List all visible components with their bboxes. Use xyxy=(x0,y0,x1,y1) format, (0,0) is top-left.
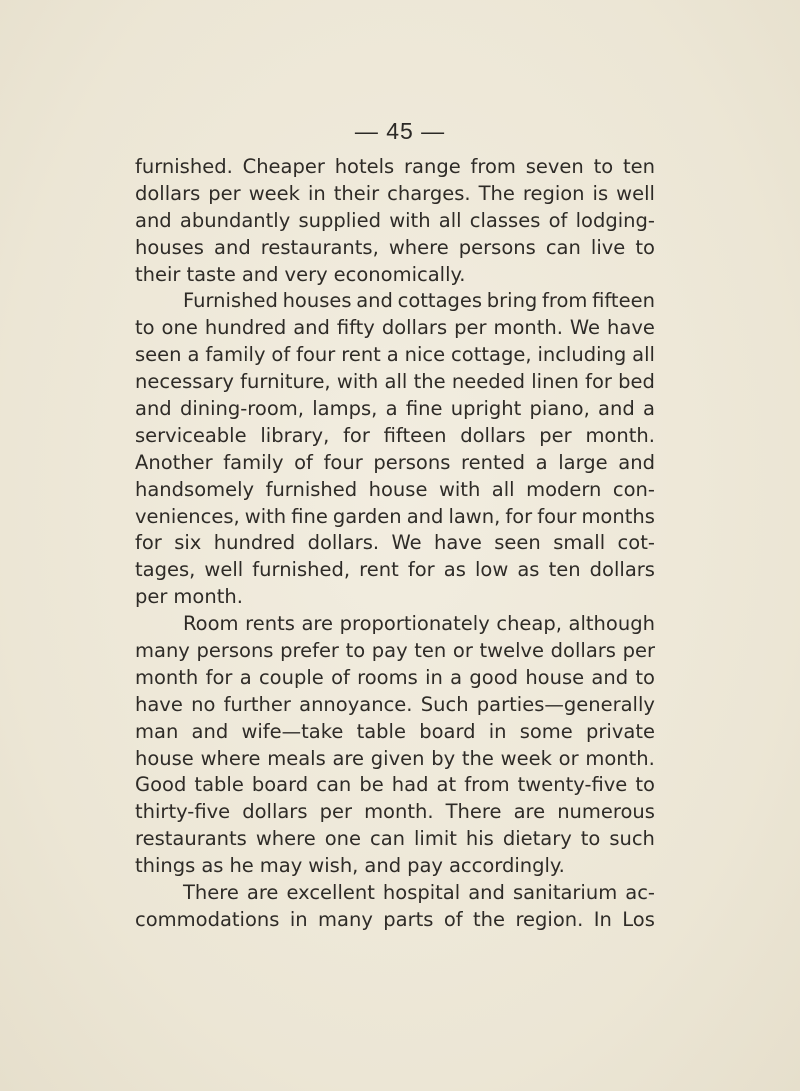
text-line: necessary furniture, with all the needed linen for bed xyxy=(135,370,655,394)
text-line: for six hundred dollars. We have seen small cot- xyxy=(135,531,655,555)
text-line: houses and restaurants, where persons can live to xyxy=(135,235,655,259)
text-line: restaurants where one can limit his dietary to such xyxy=(135,827,655,851)
text-line: per month. xyxy=(135,585,243,609)
text-line: seen a family of four rent a nice cottage, including all xyxy=(135,343,655,367)
text-line: commodations in many parts of the region. In Los xyxy=(135,907,655,931)
text-line: handsomely furnished house with all modern con- xyxy=(135,477,655,501)
text-line: many persons prefer to pay ten or twelve dollars per xyxy=(135,639,655,663)
text-line: furnished. Cheaper hotels range from seven to ten xyxy=(135,155,655,178)
text-line: Furnished houses and cottages bring from fifteen xyxy=(183,289,655,313)
text-line: thirty-five dollars per month. There are numerous xyxy=(135,800,655,824)
text-line: Another family of four persons rented a large and xyxy=(135,450,655,474)
text-line: have no further annoyance. Such parties—generally xyxy=(135,692,655,716)
text-line: to one hundred and fifty dollars per month. We have xyxy=(135,316,655,340)
text-line: man and wife—take table board in some private xyxy=(135,719,655,743)
text-line: their taste and very economically. xyxy=(135,262,466,286)
text-line: tages, well furnished, rent for as low as ten dollars xyxy=(135,558,655,582)
body-text xyxy=(135,154,655,934)
text-line: and dining-room, lamps, a fine upright piano, and a xyxy=(135,397,655,421)
text-line: things as he may wish, and pay accordingly. xyxy=(135,854,565,878)
text-line: and abundantly supplied with all classes of lodging- xyxy=(135,208,655,232)
text-line: dollars per week in their charges. The region is well xyxy=(135,181,655,205)
text-line: Room rents are proportionately cheap, although xyxy=(183,612,655,636)
text-line: Good table board can be had at from twenty-five to xyxy=(135,773,655,797)
text-line: house where meals are given by the week or month. xyxy=(135,746,655,770)
page-number: — 45 — xyxy=(354,118,446,144)
text-line: month for a couple of rooms in a good house and to xyxy=(135,665,655,689)
text-line: serviceable library, for fifteen dollars per month. xyxy=(135,423,655,447)
text-line: There are excellent hospital and sanitarium ac- xyxy=(183,881,655,905)
text-line: veniences, with fine garden and lawn, for four months xyxy=(135,504,655,528)
